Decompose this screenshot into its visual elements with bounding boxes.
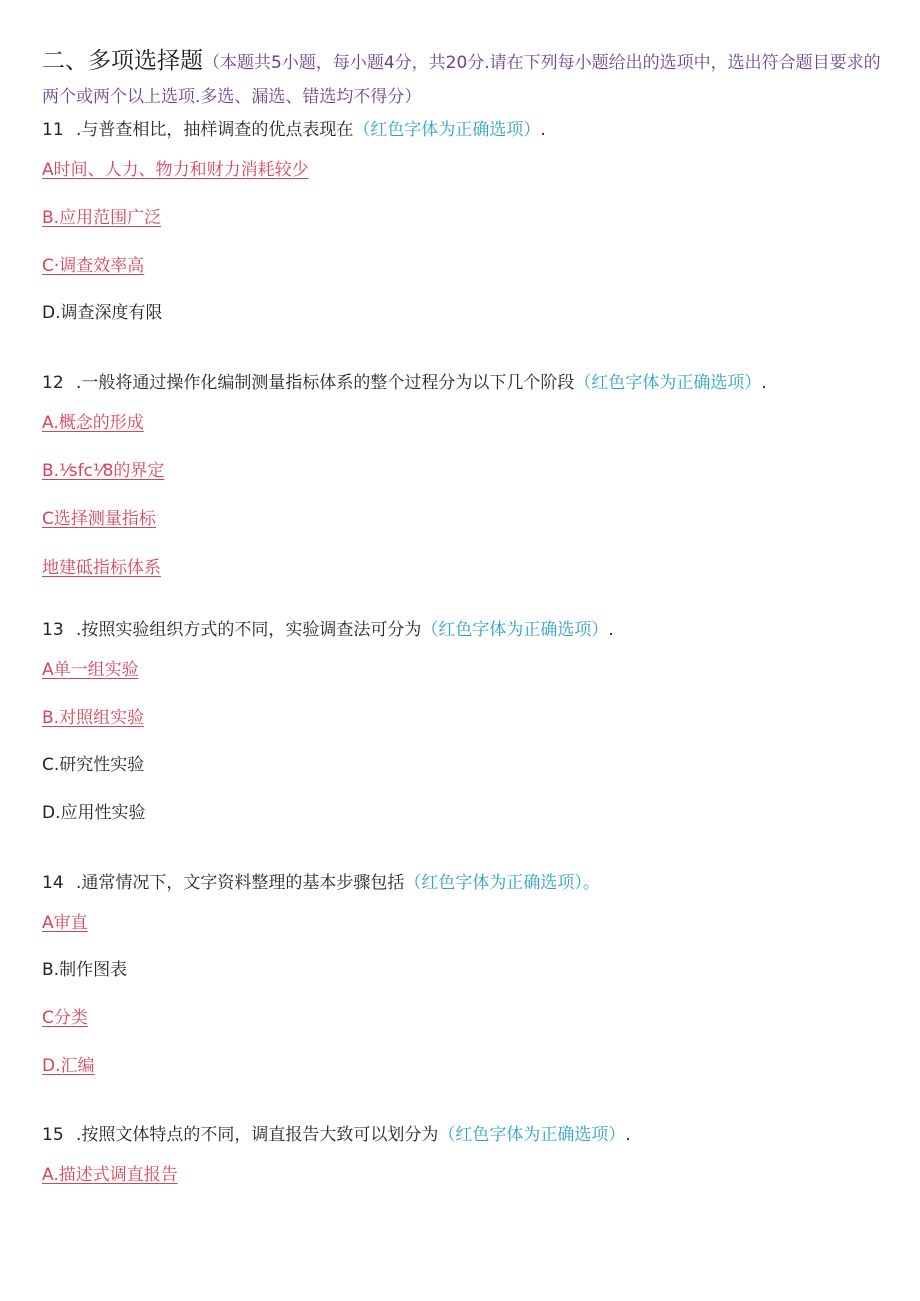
option-11-a: A时间、人力、物力和财力消耗较少 (42, 160, 309, 180)
option-14-a: A审直 (42, 913, 88, 933)
option-12-c: C选择测量指标 (42, 509, 156, 529)
option-12-b: B.⅟sfc⅟8的界定 (42, 461, 165, 481)
question-number: 11 (42, 120, 64, 140)
section-header (42, 44, 882, 114)
question-text: .一般将通过操作化编制测量指标体系的整个过程分为以下几个阶段 (76, 373, 575, 393)
option-11-c: C·调查效率高 (42, 256, 145, 276)
question-number: 12 (42, 373, 64, 393)
option-14-b: B.制作图表 (42, 960, 128, 980)
question-number: 13 (42, 620, 64, 640)
option-11-d: D.调查深度有限 (42, 303, 163, 323)
option-14-d: D.汇编 (42, 1056, 95, 1076)
section-instructions: （本题共5小题，每小题4分，共20分.请在下列每小题给出的选项中，选出符合题目要求的两个或两个以上选项.多选、漏选、错选均不得分） (42, 53, 881, 107)
hint-text: （红色字体为正确选项） (438, 1125, 626, 1145)
option-15-a: A.描述式调直报告 (42, 1165, 178, 1185)
hint-text: （红色字体为正确选项） (404, 873, 583, 893)
question-text: .通常情况下，文字资料整理的基本步骤包括 (76, 873, 405, 893)
hint-text: （红色字体为正确选项） (574, 373, 762, 393)
option-13-d: D.应用性实验 (42, 803, 146, 823)
question-15 (42, 1122, 631, 1148)
question-suffix: . (761, 373, 767, 393)
question-suffix: . (608, 620, 614, 640)
question-text: .按照文体特点的不同，调直报告大致可以划分为 (76, 1125, 439, 1145)
option-11-b: B.应用范围广泛 (42, 208, 162, 228)
question-suffix: . (625, 1125, 631, 1145)
section-title: 二、多项选择题 (42, 48, 203, 74)
option-14-c: C分类 (42, 1008, 88, 1028)
question-number: 15 (42, 1125, 64, 1145)
option-13-c: C.研究性实验 (42, 755, 145, 775)
question-11 (42, 117, 546, 143)
option-12-d: 地建砥指标体系 (42, 558, 161, 578)
option-13-a: A单一组实验 (42, 660, 139, 680)
question-text: .按照实验组织方式的不同，实验调查法可分为 (76, 620, 422, 640)
hint-text: （红色字体为正确选项） (421, 620, 609, 640)
question-13 (42, 617, 614, 643)
question-suffix: 。 (582, 873, 600, 893)
option-13-b: B.对照组实验 (42, 708, 145, 728)
hint-text: （红色字体为正确选项） (353, 120, 541, 140)
question-number: 14 (42, 873, 64, 893)
question-12 (42, 370, 767, 396)
question-suffix: . (540, 120, 546, 140)
question-14 (42, 870, 600, 896)
question-text: .与普查相比，抽样调查的优点表现在 (76, 120, 354, 140)
option-12-a: A.概念的形成 (42, 413, 144, 433)
